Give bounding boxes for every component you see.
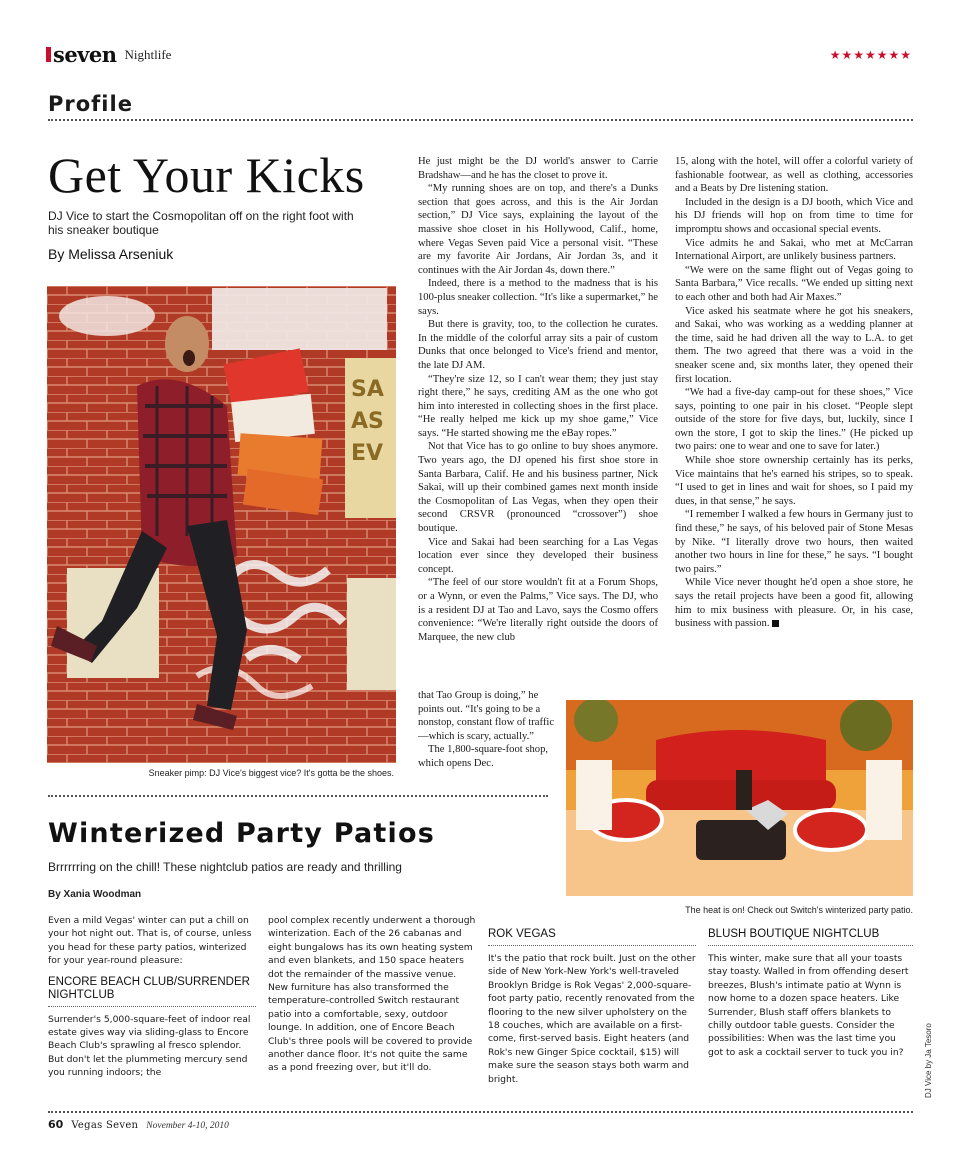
patio-column-4 — [708, 928, 913, 1092]
dj-vice-photo — [47, 286, 396, 763]
venue-paragraph: It's the patio that rock built. Just on the other side of New York-New York's well-traveled Brooklyn Bridge is Rok Vegas' 2,000-square-foot party patio, recently renovated from the flooring to the new silver upholstery on the 18 couches, which are available on a first-come, first-served basis. Eight heaters (and Rok's new Ginger Spice cocktail, $15) will make sure the season stays both warm and bright. — [488, 953, 696, 1085]
article-headline: Winterized Party Patios — [48, 818, 435, 849]
credit-anchor — [924, 1023, 936, 1099]
intro-paragraph: Even a mild Vegas' winter can put a chill on your hot night out. That is, of course, unless you head for these party patios, winterized for your year-round pleasure: — [48, 915, 252, 967]
venue-paragraph: This winter, make sure that all your toasts stay toasty. Walled in from offending desert breezes, Blush's intimate patio at Wynn is now home to a dozen space heaters. Like Surrender, Blush staff offers blankets to chilly outdoor table guests. Consider the possibilities: When was the last time you got to ask a cocktail server to tuck you in? — [708, 953, 909, 1058]
patio-column-2 — [268, 914, 476, 1094]
paragraph: that Tao Group is doing,” he points out. “It's going to be a nonstop, constant flow of traffic—which is scary, actually.” — [418, 690, 555, 742]
svg-text:EV: EV — [351, 441, 384, 466]
paragraph: Vice and Sakai had been searching for a Las Vegas location ever since they developed their business concept. — [418, 536, 658, 575]
heading-rule — [48, 1006, 256, 1007]
section-title: Profile — [48, 92, 133, 116]
heading-rule — [708, 945, 913, 946]
divider-middle — [48, 795, 548, 797]
paragraph: He just might be the DJ world's answer to Carrie Bradshaw—and he has the closet to prove it. — [418, 156, 658, 181]
closing-paragraph: While Vice never thought he'd open a shoe store, he says the retail projects have been a good fit, allowing him to mix business with pleasure. Or, in his case, business with passion. — [675, 577, 913, 630]
article-headline: Get Your Kicks — [48, 147, 365, 203]
paragraph: The 1,800-square-foot shop, which opens Dec. — [418, 744, 549, 769]
magazine-name: Vegas Seven — [71, 1120, 139, 1131]
paragraph: “They're size 12, so I can't wear them; they just stay right there,” he says, crediting AM as the one who got him into interested in collecting shoes in the first place. “He really helped me kick up my shoe game,” Vice says. “He started showing me the eBay ropes.” — [418, 373, 658, 439]
paragraph: Vice asked his seatmate where he got his sneakers, and Sakai, who was working as a wedding planner at the time, said he had driven all the way to L.A. to get them. The two agreed that there was a void in the sneaker scene and, six months later, they opened their first location. — [675, 305, 913, 385]
paragraph: “The feel of our store wouldn't fit at a Forum Shops, or a Wynn, or even the Palms,” Vice says. The DJ, who is a resident DJ at Tao and Lavo, says the Cosmo offers convenience: “We're literally right outside the doors of Marquee, the new club — [418, 577, 658, 643]
patio-column-1 — [48, 914, 256, 1102]
article-column-3 — [675, 155, 913, 683]
photo-caption: Sneaker pimp: DJ Vice's biggest vice? It's gotta be the shoes. — [148, 768, 394, 778]
section-label: Nightlife — [124, 46, 172, 62]
article-dek: Brrrrrring on the chill! These nightclub patios are ready and thrilling — [48, 860, 402, 874]
switch-patio-illustration — [566, 700, 913, 896]
switch-patio-photo — [566, 700, 913, 896]
paragraph: But there is gravity, too, to the collection he curates. In the middle of the colorful array sits a pair of custom Dunks that once belonged to Vice's friend and mentor, the late DJ AM. — [418, 319, 658, 371]
venue-paragraph: Surrender's 5,000-square-feet of indoor real estate gives way via sliding-glass to Encore Beach Club's sprawling al fresco splendor. But don't let the plummeting mercury send you running indoors; the — [48, 1013, 251, 1079]
svg-text:SA: SA — [351, 377, 384, 402]
article-byline: By Xania Woodman — [48, 889, 142, 900]
brand-mark — [46, 47, 51, 62]
paragraph: Indeed, there is a method to the madness that is his 100-plus sneaker collection. “It's like a supermarket,” he says. — [418, 278, 658, 317]
paragraph — [675, 576, 913, 630]
patio-column-3 — [488, 928, 696, 1092]
paragraph: “We were on the same flight out of Vegas going to Santa Barbara,” Vice recalls. “We ended up sitting next to each other and both had Air Maxes.” — [675, 264, 913, 303]
paragraph: “My running shoes are on top, and there's a Dunks section that goes across, and this is the Air Jordan section,” DJ Vice says, explaining the layout of the massive shoe closet in his Hollywood, Calif., home, where Vegas Seven paid Vice a personal visit. “These are my favorite Air Jordans, Air Jordan 3s, and it continues with the Air Jordan 4s, down there.” — [418, 183, 658, 276]
paragraph: 15, along with the hotel, will offer a colorful variety of fashionable footwear, as well as clothing, accessories and a Beats by Dre listening station. — [675, 156, 913, 195]
article-column-2-continued — [418, 689, 556, 787]
venue-heading: ENCORE BEACH CLUB/SURRENDER NIGHTCLUB — [48, 975, 250, 1001]
issue-date: November 4-10, 2010 — [146, 1121, 229, 1131]
masthead — [46, 44, 171, 65]
paragraph: Included in the design is a DJ booth, which Vice and his DJ friends will hop on from time to time for impromptu shows and occasional special events. — [675, 196, 913, 235]
article-dek: DJ Vice to start the Cosmopolitan off on the right foot with his sneaker boutique — [48, 209, 354, 237]
paragraph: While shoe store ownership certainly has its perks, Vice maintains that he's earned his stripes, so to speak. “I used to get in lines and wait for shoes, so I paid my dues, in that sense,” he says. — [675, 455, 913, 507]
paragraph: “I remember I walked a few hours in Germany just to find these,” he says, of his beloved pair of Stone Mesas by Nike. “I literally drove two hours, then waited another two hours in line for these,” he says. “I bought two pairs.” — [675, 509, 913, 575]
venue-paragraph: pool complex recently underwent a thorough winterization. Each of the 26 cabanas and eight bungalows has its own heating system and even blankets, and 150 space heaters dot the remainder of the massive venue. New furniture has also transformed the temperature-controlled Switch restaurant patio into a comfortable, sexy, outdoor lounge. In addition, one of Encore Beach Club's three pools will be covered to provide another dance floor. It's not quite the same as a pond freezing over, but it'll do. — [268, 915, 476, 1074]
page-number: 60 — [48, 1118, 64, 1131]
photo-caption: The heat is on! Check out Switch's winterized party patio. — [685, 905, 913, 915]
end-mark-icon — [772, 620, 779, 627]
brand-logo: seven — [53, 42, 117, 67]
venue-heading: BLUSH BOUTIQUE NIGHTCLUB — [708, 928, 880, 940]
svg-text:AS: AS — [351, 409, 384, 434]
divider-bottom — [48, 1111, 913, 1113]
venue-heading: ROK VEGAS — [488, 928, 556, 940]
photo-credit: DJ Vice by Ja Tesoro — [924, 1023, 933, 1098]
page-footer — [48, 1118, 229, 1131]
paragraph: Vice admits he and Sakai, who met at McCarran International Airport, are unlikely business partners. — [675, 237, 913, 263]
dj-vice-photo-illustration — [47, 286, 396, 763]
article-column-2 — [418, 155, 658, 685]
heading-rule — [488, 945, 696, 946]
paragraph: “We had a five-day camp-out for these shoes,” Vice says, pointing to one pair in his closet. “People slept outside of the store for five days, but, luckily, since I own the store, I got to skip the lines.” (He picked up two pairs: one to wear and one to save for later.) — [675, 387, 913, 453]
divider-top — [48, 119, 913, 121]
rating-stars: ★★★★★★★ — [829, 48, 912, 62]
paragraph: Not that Vice has to go online to buy shoes anymore. Two years ago, the DJ opened his first shoe store in Santa Barbara, Calif. He and his business partner, Nick Sakai, will up their combined games next month inside the Cosmopolitan of Las Vegas, when they open their second CRSVR (pronounced “crossover”) shoe boutique. — [418, 441, 658, 535]
article-byline: By Melissa Arseniuk — [48, 246, 174, 262]
